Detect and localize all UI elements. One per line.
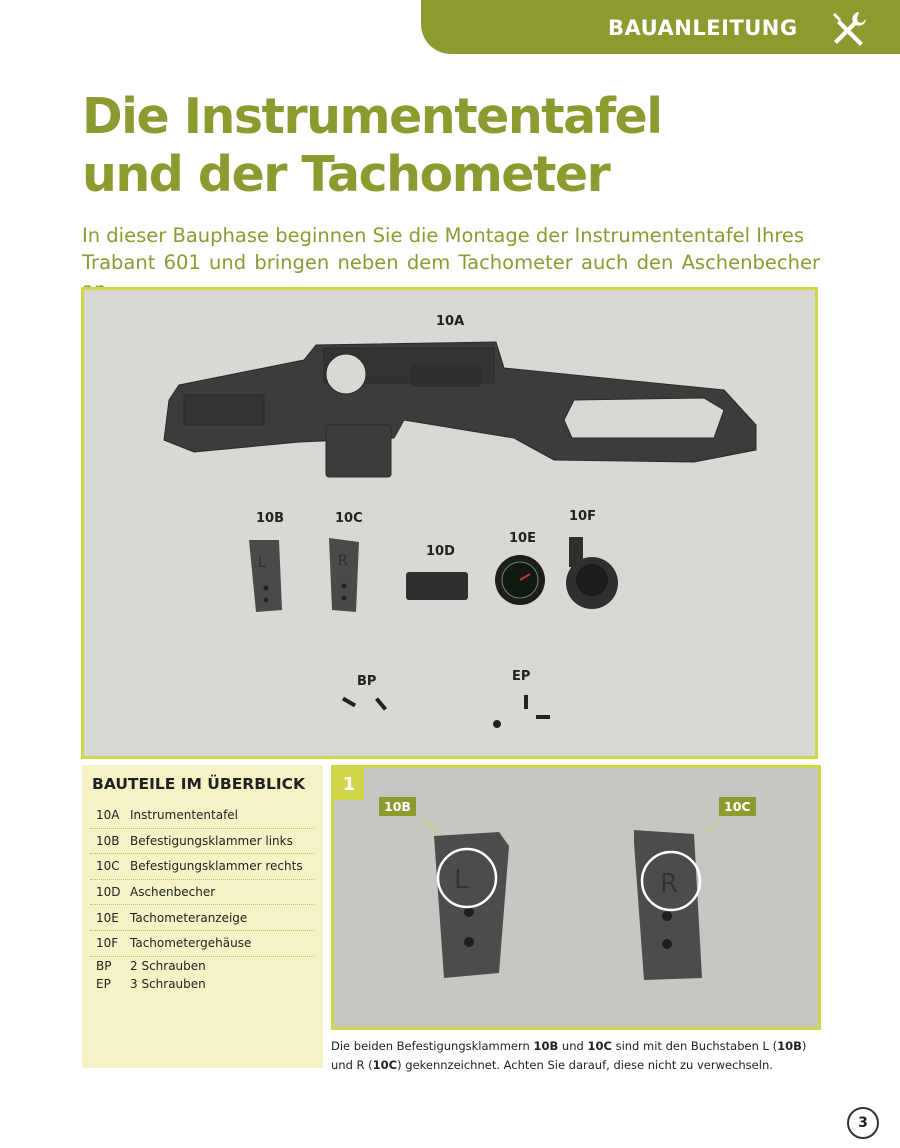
step-number: 1: [334, 768, 364, 800]
screws-ep: [493, 695, 550, 728]
part-name: Befestigungsklammer rechts: [130, 859, 303, 874]
label-10b: 10B: [256, 511, 284, 526]
parts-list: [90, 803, 314, 993]
part-code: 10E: [96, 910, 119, 925]
part-code: 10A: [96, 808, 120, 823]
letter-l: L: [454, 865, 469, 895]
label-bp: BP: [357, 674, 377, 689]
page-number: 3: [847, 1107, 879, 1139]
title-line-1: Die Instrumententafel: [82, 88, 662, 145]
page-title: [82, 88, 662, 204]
part-name: Aschenbecher: [130, 885, 216, 900]
label-ep: EP: [512, 669, 531, 684]
part-code: 10F: [96, 936, 119, 951]
letter-r: R: [660, 869, 679, 899]
wrench-screwdriver-icon: [829, 9, 869, 49]
part-name: 3 Schrauben: [130, 976, 206, 991]
tag-10b: 10B: [379, 797, 416, 816]
parts-row: [90, 957, 314, 975]
part-name: 2 Schrauben: [130, 958, 206, 973]
part-code: 10D: [96, 885, 121, 900]
section-label: BAUANLEITUNG: [608, 16, 798, 40]
section-tab: [421, 0, 900, 54]
part-code: 10C: [96, 859, 120, 874]
tag-10c: 10C: [719, 797, 756, 816]
parts-photo: [81, 287, 818, 759]
svg-text:R: R: [338, 553, 348, 569]
part-name: Befestigungsklammer links: [130, 833, 293, 848]
bracket-left-part: [249, 540, 282, 612]
intro-line-1: In dieser Bauphase beginnen Sie die Montage der Instrumententafel Ihres: [82, 224, 805, 247]
parts-row: [90, 905, 314, 931]
parts-overview: [82, 765, 323, 1068]
bracket-right-part: [329, 538, 359, 612]
part-name: Tachometergehäuse: [130, 936, 252, 951]
part-name: Instrumententafel: [130, 808, 239, 823]
parts-illustration: [84, 290, 815, 756]
parts-row: [90, 975, 314, 993]
speedometer-housing-part: [566, 537, 618, 609]
ashtray-part: [406, 572, 468, 600]
step-caption: Die beiden Befestigungsklammern 10B und 10C sind mit den Buchstaben L (10B) und R (10C) gekennzeichnet. Achten Sie darauf, diese nicht zu verwechseln.: [331, 1039, 807, 1072]
part-name: Tachometeranzeige: [130, 910, 248, 925]
part-code: 10B: [96, 833, 120, 848]
label-10f: 10F: [569, 509, 596, 524]
parts-row: [90, 803, 314, 829]
bracket-left-closeup: [434, 832, 509, 978]
label-10d: 10D: [426, 544, 455, 559]
screws-bp: [342, 697, 387, 711]
dashboard-part: [164, 342, 756, 477]
intro-line-2: Trabant 601 und bringen neben dem Tachometer auch den Aschenbecher: [82, 251, 820, 274]
parts-row: [90, 829, 314, 855]
parts-heading: BAUTEILE IM ÜBERBLICK: [92, 775, 306, 793]
label-10c: 10C: [335, 511, 363, 526]
part-code: BP: [96, 958, 112, 973]
svg-text:L: L: [258, 555, 266, 571]
parts-row: [90, 854, 314, 880]
label-10a: 10A: [436, 314, 465, 329]
title-line-2: und der Tachometer: [82, 146, 610, 203]
bracket-right-closeup: [634, 830, 702, 980]
speedometer-part: [495, 555, 545, 605]
part-code: EP: [96, 976, 111, 991]
label-10e: 10E: [509, 531, 536, 546]
parts-row: [90, 931, 314, 957]
parts-row: [90, 880, 314, 906]
step-photo: [331, 765, 821, 1030]
